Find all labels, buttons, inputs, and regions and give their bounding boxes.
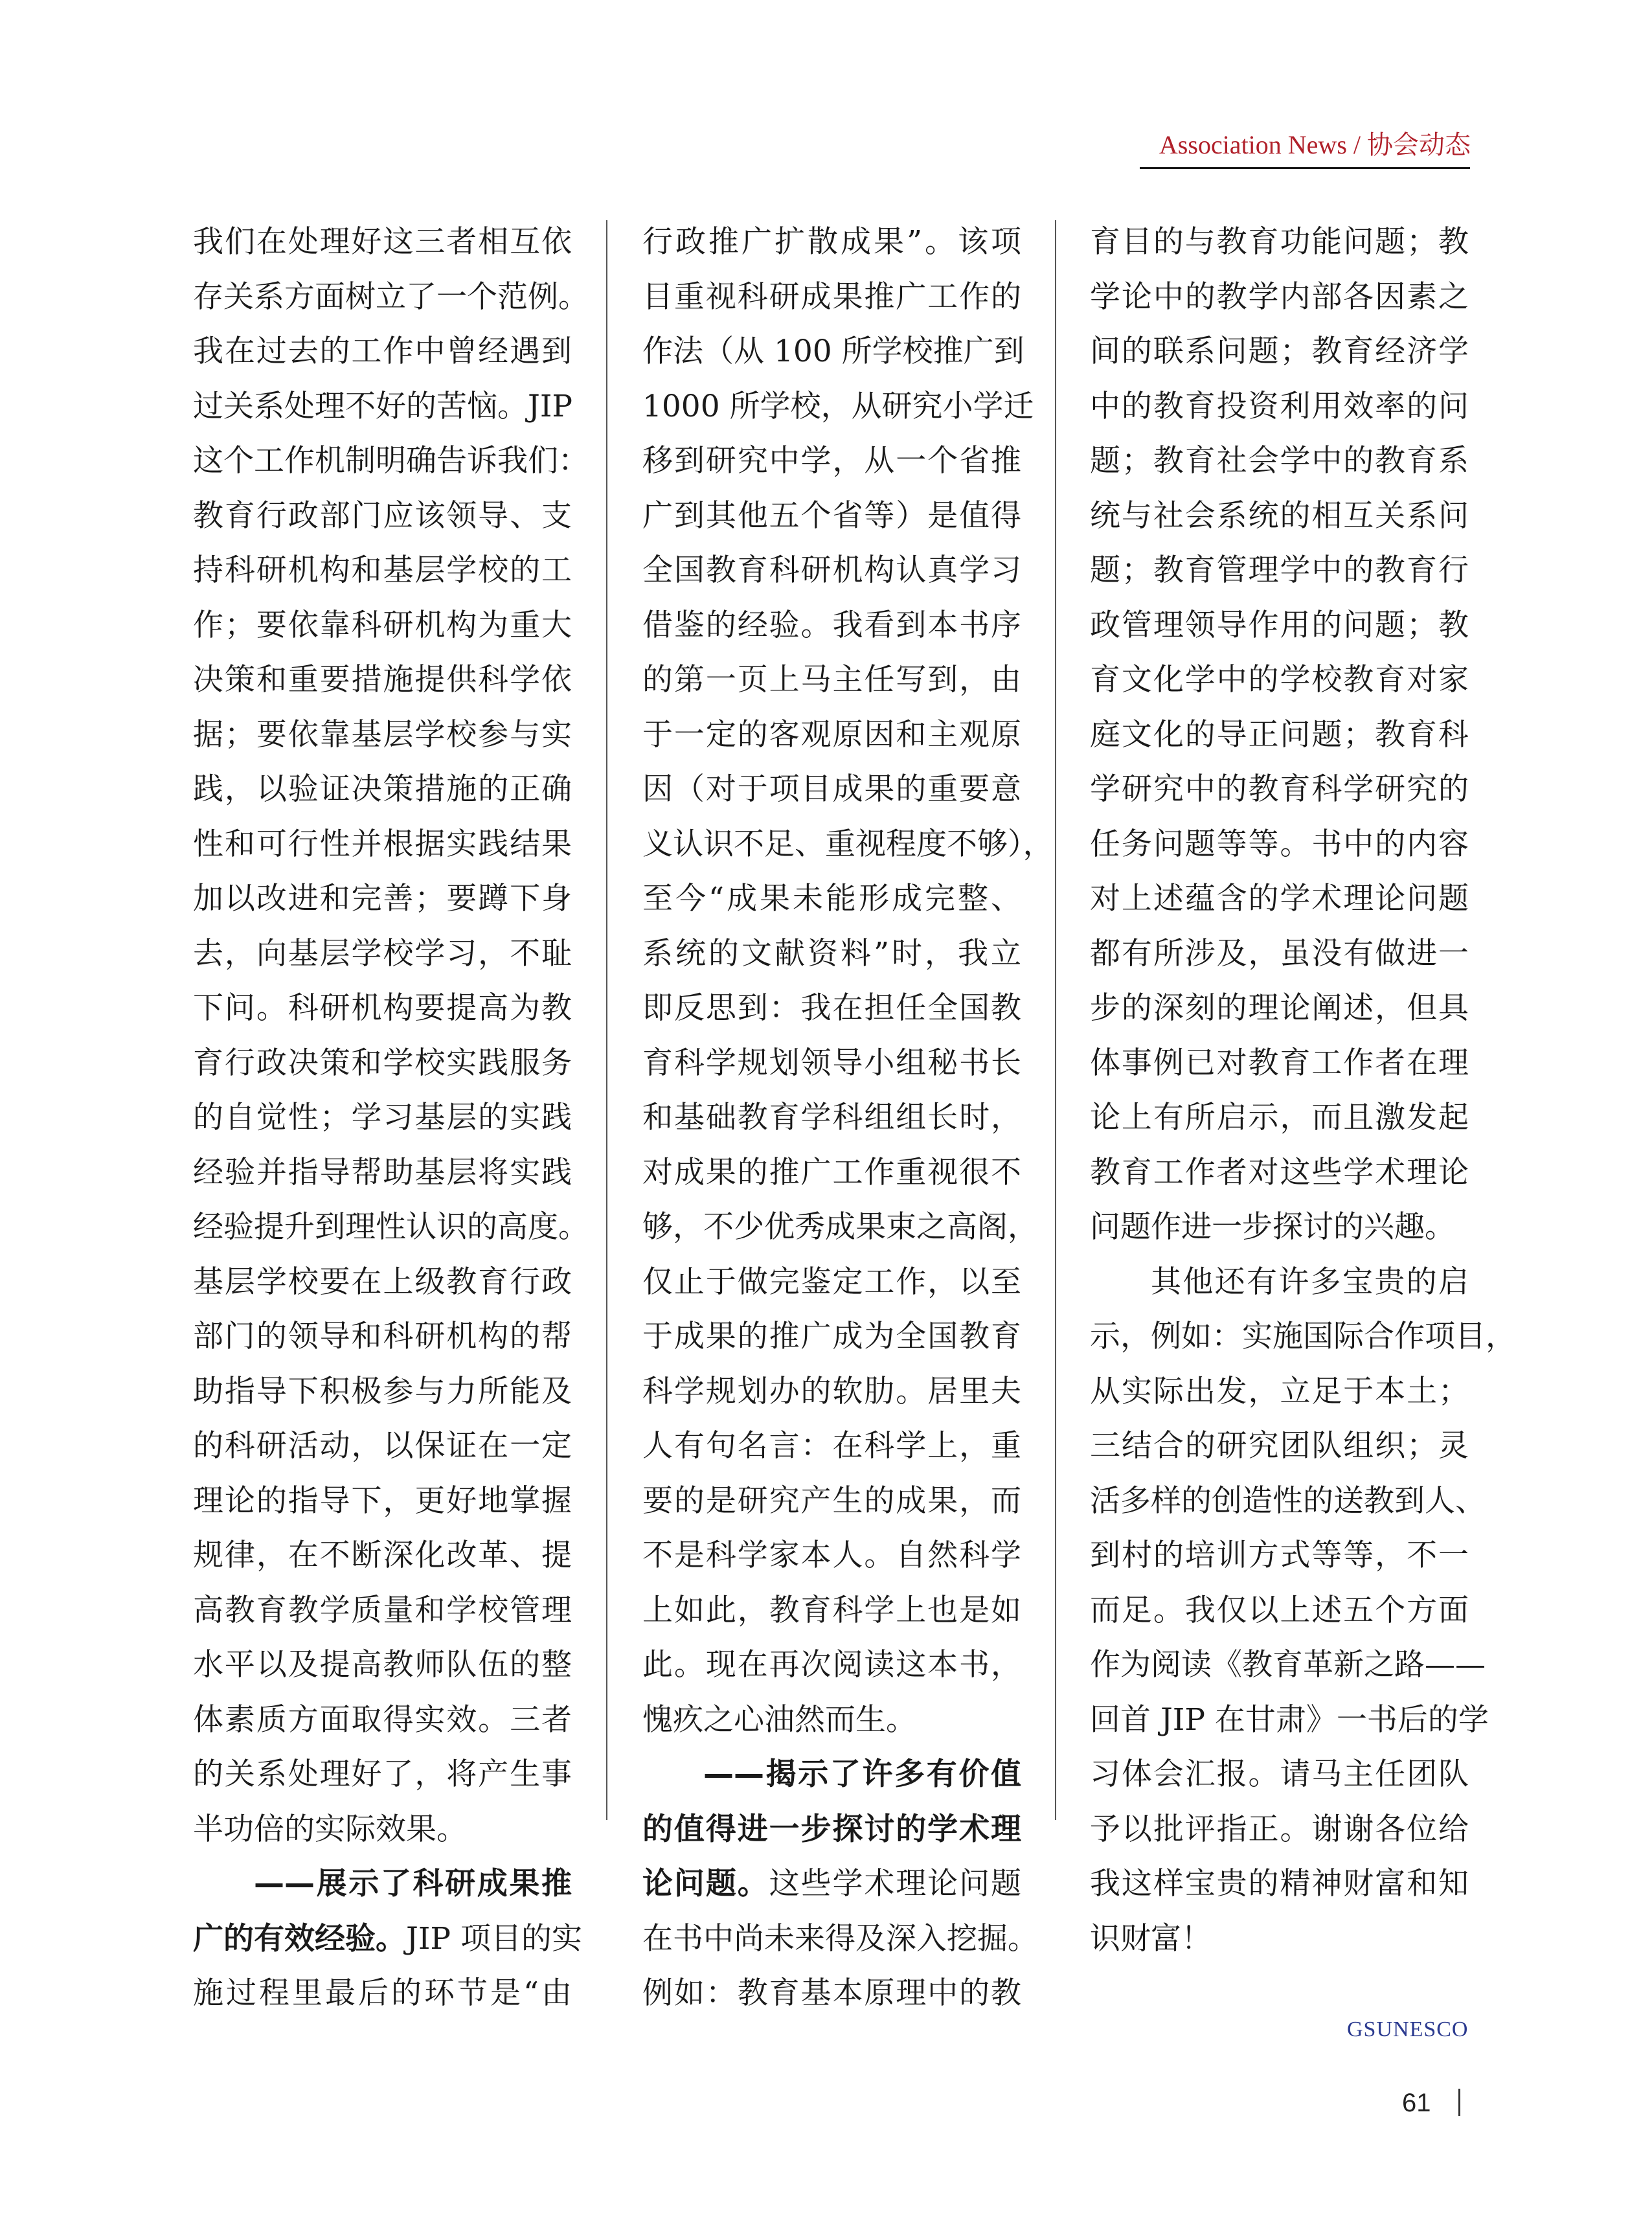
text-column-3	[1090, 215, 1516, 1966]
text-line: 半功倍的实际效果。	[193, 1811, 467, 1847]
text-line: 高教育教学质量和学校管理	[193, 1592, 572, 1628]
text-line: 规律，在不断深化改革、提	[193, 1538, 572, 1573]
text-line: 人有句名言：在科学上，重	[642, 1428, 1021, 1464]
text-line: 政管理领导作用的问题；教	[1090, 607, 1469, 643]
text-line: 1000 所学校，从研究小学迁	[642, 388, 1034, 424]
text-line: 持科研机构和基层学校的工	[193, 552, 572, 588]
text-line: 而足。我仅以上述五个方面	[1090, 1592, 1469, 1628]
text-line: 作；要依靠科研机构为重大	[193, 607, 572, 643]
text-line: 此。现在再次阅读这本书，	[642, 1647, 1021, 1683]
text-line	[642, 1857, 1021, 1912]
text-line	[193, 1912, 582, 1967]
text-line: 到村的培训方式等等，不一	[1090, 1538, 1469, 1573]
text-line: 题；教育社会学中的教育系	[1090, 443, 1469, 479]
text-line: 育文化学中的学校教育对家	[1090, 662, 1469, 698]
bold-heading-fragment: 广的有效经验。	[193, 1920, 406, 1957]
text-line: 经验并指导帮助基层将实践	[193, 1154, 572, 1190]
text-fragment: JIP 项目的实	[406, 1920, 582, 1957]
text-line: 的关系处理好了，将产生事	[193, 1756, 572, 1792]
text-line: 识财富！	[1090, 1920, 1212, 1957]
text-line: 部门的领导和科研机构的帮	[193, 1319, 572, 1354]
text-line: 于成果的推广成为全国教育	[642, 1319, 1021, 1354]
text-line: 步的深刻的理论阐述，但具	[1090, 990, 1469, 1026]
page-number-bar	[1458, 2089, 1460, 2116]
text-line: 性和可行性并根据实践结果	[193, 826, 572, 862]
text-line: 育目的与教育功能问题；教	[1090, 224, 1469, 260]
text-line: 借鉴的经验。我看到本书序	[642, 607, 1021, 643]
text-line: 学论中的教学内部各因素之	[1090, 278, 1469, 315]
section-header: Association News / 协会动态	[1159, 130, 1471, 159]
text-line: 论上有所启示，而且激发起	[1090, 1100, 1469, 1135]
text-line: 从实际出发，立足于本土；	[1090, 1373, 1469, 1409]
text-line: 经验提升到理性认识的高度。	[193, 1209, 589, 1245]
text-line: 庭文化的导正问题；教育科	[1090, 716, 1469, 753]
text-line: 广到其他五个省等）是值得	[642, 497, 1021, 534]
text-column-2	[642, 215, 1054, 2021]
text-line: 基层学校要在上级教育行政	[193, 1264, 572, 1300]
text-line: 和基础教育学科组组长时，	[642, 1100, 1021, 1135]
text-line: 决策和重要措施提供科学依	[193, 662, 572, 698]
text-line: 中的教育投资利用效率的问	[1090, 388, 1469, 424]
text-line: 因（对于项目成果的重要意	[642, 771, 1021, 807]
page-number: 61	[1402, 2089, 1431, 2117]
bold-heading-fragment: 论问题。	[642, 1866, 769, 1902]
text-line: 于一定的客观原因和主观原	[642, 716, 1021, 753]
text-line: 对成果的推广工作重视很不	[642, 1154, 1021, 1190]
text-fragment: 这些学术理论问题	[769, 1866, 1022, 1902]
text-line: 不是科学家本人。自然科学	[642, 1538, 1021, 1573]
text-line: 回首 JIP 在甘肃》一书后的学	[1090, 1701, 1489, 1738]
text-line: 在书中尚未来得及深入挖掘。	[642, 1920, 1038, 1957]
text-line: 学研究中的教育科学研究的	[1090, 771, 1469, 807]
signature: GSUNESCO	[1347, 2017, 1469, 2041]
text-line: ——展示了科研成果推	[254, 1866, 572, 1902]
text-line: 教育工作者对这些学术理论	[1090, 1154, 1469, 1190]
text-line: 作法（从 100 所学校推广到	[642, 334, 1024, 369]
text-line: 这个工作机制明确告诉我们：	[193, 443, 589, 479]
text-line: 体素质方面取得实效。三者	[193, 1701, 572, 1738]
text-line: 我们在处理好这三者相互依	[193, 224, 572, 260]
text-line: 间的联系问题；教育经济学	[1090, 334, 1469, 369]
text-line: 践，以验证决策措施的正确	[193, 771, 572, 807]
text-line: 去，向基层学校学习，不耻	[193, 935, 572, 971]
text-line: 我这样宝贵的精神财富和知	[1090, 1866, 1469, 1902]
text-line: 够，不少优秀成果束之高阁，	[642, 1209, 1038, 1245]
text-line: 即反思到：我在担任全国教	[642, 990, 1021, 1026]
text-line: 存关系方面树立了一个范例。	[193, 278, 589, 315]
text-line: 的第一页上马主任写到，由	[642, 662, 1021, 698]
text-line: 行政推广扩散成果”。该项	[642, 224, 1021, 260]
text-line: 全国教育科研机构认真学习	[642, 552, 1021, 588]
text-line: 愧疚之心油然而生。	[642, 1701, 916, 1738]
text-line: 要的是研究产生的成果，而	[642, 1482, 1021, 1519]
text-column-1	[193, 215, 589, 2021]
text-line: 都有所涉及，虽没有做进一	[1090, 935, 1469, 971]
text-line: 示，例如：实施国际合作项目，	[1090, 1319, 1516, 1354]
text-line: 仅止于做完鉴定工作，以至	[642, 1264, 1021, 1300]
text-line: 水平以及提高教师队伍的整	[193, 1647, 572, 1683]
text-line: 上如此，教育科学上也是如	[642, 1592, 1021, 1628]
text-line: 体事例已对教育工作者在理	[1090, 1045, 1469, 1081]
text-line: 目重视科研成果推广工作的	[642, 278, 1021, 315]
text-line: 任务问题等等。书中的内容	[1090, 826, 1469, 862]
text-line: 育行政决策和学校实践服务	[193, 1045, 572, 1081]
text-line: 据；要依靠基层学校参与实	[193, 716, 572, 753]
text-line: 教育行政部门应该领导、支	[193, 497, 572, 534]
text-line: 加以改进和完善；要蹲下身	[193, 881, 572, 916]
text-line: 对上述蕴含的学术理论问题	[1090, 881, 1469, 916]
text-line: 统与社会系统的相互关系问	[1090, 497, 1469, 534]
text-line: 移到研究中学，从一个省推	[642, 443, 1021, 479]
text-line: ——揭示了许多有价值	[703, 1756, 1021, 1792]
text-line: 习体会汇报。请马主任团队	[1090, 1756, 1469, 1792]
text-line: 施过程里最后的环节是“由	[193, 1975, 572, 2011]
text-line: 过关系处理不好的苦恼。JIP	[193, 388, 573, 424]
column-divider-2	[1055, 220, 1056, 1820]
text-line: 育科学规划领导小组秘书长	[642, 1045, 1021, 1081]
text-line: 科学规划办的软肋。居里夫	[642, 1373, 1021, 1409]
header-rule	[1140, 167, 1470, 169]
text-line: 至今“成果未能形成完整、	[642, 881, 1021, 916]
text-line: 其他还有许多宝贵的启	[1151, 1264, 1469, 1300]
text-line: 的科研活动，以保证在一定	[193, 1428, 572, 1464]
text-line: 的值得进一步探讨的学术理	[642, 1811, 1021, 1847]
text-line: 予以批评指正。谢谢各位给	[1090, 1811, 1469, 1847]
text-line: 三结合的研究团队组织；灵	[1090, 1428, 1469, 1464]
text-line: 我在过去的工作中曾经遇到	[193, 334, 572, 369]
text-line: 助指导下积极参与力所能及	[193, 1373, 572, 1409]
column-divider-1	[606, 220, 607, 1820]
text-line: 理论的指导下，更好地掌握	[193, 1482, 572, 1519]
text-line: 题；教育管理学中的教育行	[1090, 552, 1469, 588]
text-line: 例如：教育基本原理中的教	[642, 1975, 1021, 2011]
text-line: 问题作进一步探讨的兴趣。	[1090, 1209, 1455, 1245]
text-line: 作为阅读《教育革新之路——	[1090, 1647, 1486, 1683]
text-line: 义认识不足、重视程度不够），	[642, 826, 1054, 862]
text-line: 活多样的创造性的送教到人、	[1090, 1482, 1486, 1519]
text-line: 系统的文献资料”时，我立	[642, 935, 1021, 971]
text-line: 下问。科研机构要提高为教	[193, 990, 572, 1026]
text-line: 的自觉性；学习基层的实践	[193, 1100, 572, 1135]
